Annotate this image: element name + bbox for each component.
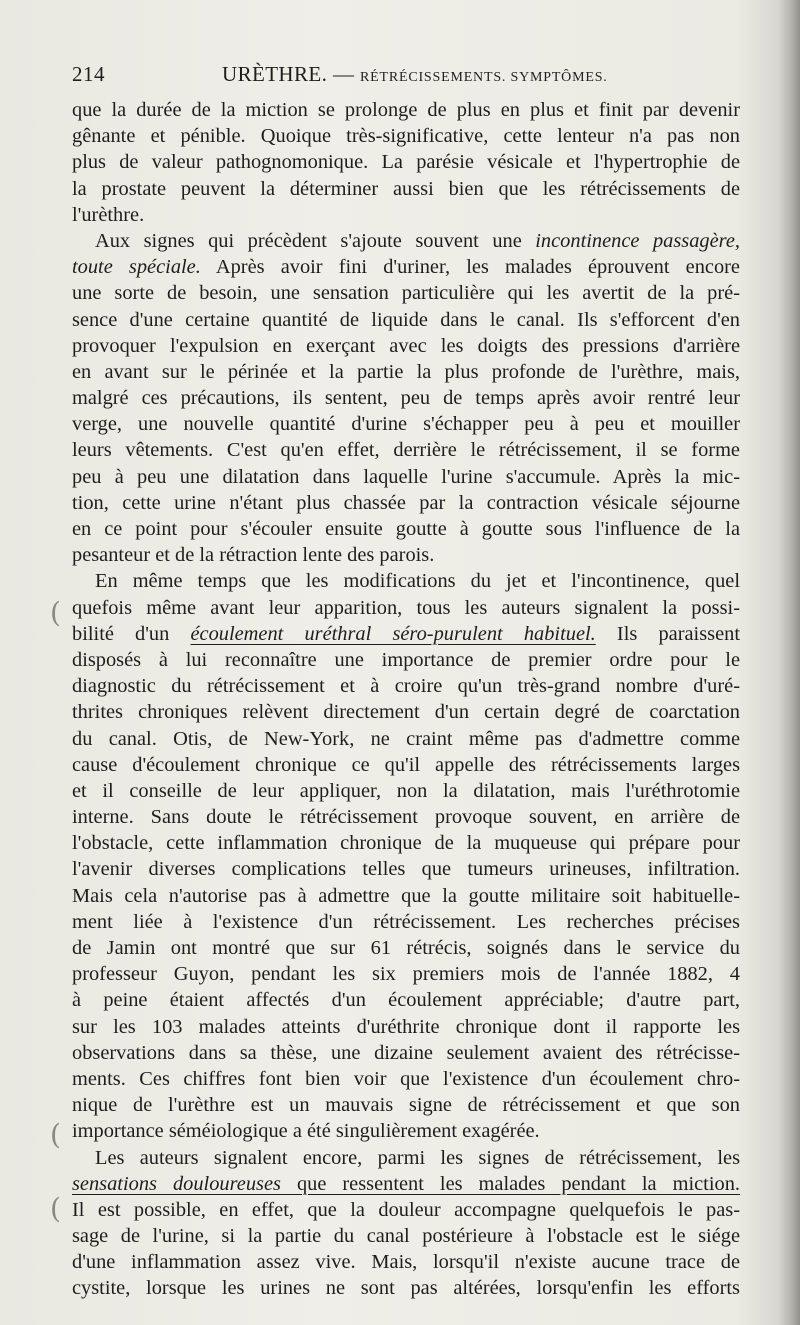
text-run: que la durée de la miction se prolonge de plus en plus et finit par devenir [72, 99, 740, 121]
text-line [72, 699, 740, 725]
text-run: provoquer l'expulsion en exerçant avec les doigts des pressions d'arrière [72, 334, 740, 357]
text-run: Ils paraissent [595, 622, 740, 645]
running-head-title: URÈTHRE. [222, 62, 328, 86]
text-run: bilité d'un [72, 622, 191, 645]
text-line [72, 961, 740, 987]
text-run: Il est possible, en effet, que la douleur accompagne quelquefois le pas- [72, 1198, 740, 1221]
text-run: quefois même avant leur apparition, tous les auteurs signalent la possi- [72, 596, 740, 619]
text-run: sence d'une certaine quantité de liquide dans le canal. Ils s'efforcent d'en [72, 308, 740, 331]
margin-pencil-mark: ( [50, 596, 61, 629]
text-line [72, 1118, 740, 1144]
text-run: interne. Sans doute le rétrécissement provoque souvent, en arrière de [72, 806, 740, 829]
text-line [72, 516, 740, 542]
text-run: une sorte de besoin, une sensation particulière qui les avertit de la pré- [72, 282, 740, 305]
running-head-dash: — [332, 62, 355, 86]
page-number: 214 [72, 62, 105, 86]
text-line [72, 621, 740, 647]
text-run: en avant sur le périnée et la partie la plus profonde de l'urèthre, mais, [72, 360, 740, 383]
text-line [72, 856, 740, 882]
text-run: thrites chroniques relèvent directement d'un certain degré de coarctation [72, 701, 740, 724]
underlined-text: que ressentent les malades pendant la miction. [280, 1172, 740, 1195]
text-run: disposés à lui reconnaître une importance de premier ordre pour le [72, 648, 740, 671]
text-run: nique de l'urèthre est un mauvais signe de rétrécissement et que son [72, 1094, 740, 1117]
page-header [72, 62, 740, 92]
text-line [72, 176, 740, 202]
text-run: du canal. Otis, de New-York, ne craint même pas d'admettre comme [72, 727, 740, 750]
text-line [72, 437, 740, 463]
text-run: cystite, lorsque les urines ne sont pas altérées, lorsqu'enfin les efforts [72, 1277, 740, 1300]
text-line [72, 1223, 740, 1249]
text-line [72, 1171, 740, 1197]
text-line [72, 307, 740, 333]
text-line [72, 97, 740, 123]
text-line [72, 830, 740, 856]
text-line [72, 1275, 740, 1301]
text-run: pesanteur et de la rétraction lente des parois. [72, 544, 435, 567]
text-line [72, 804, 740, 830]
text-line [72, 149, 740, 175]
text-line [72, 1040, 740, 1066]
text-line [72, 673, 740, 699]
text-run: en ce point pour s'écouler ensuite goutte à goutte sous l'influence de la [72, 518, 740, 540]
text-run: et il conseille de leur appliquer, non la dilatation, mais l'uréthrotomie [72, 779, 740, 802]
text-line [72, 987, 740, 1013]
text-line [72, 228, 740, 254]
text-run: plus de valeur pathognomonique. La parésie vésicale et l'hypertrophie de [72, 151, 740, 174]
text-run: verge, une nouvelle quantité d'urine s'échapper peu à peu et mouiller [72, 413, 740, 436]
margin-pencil-mark: ( [50, 1118, 61, 1151]
text-line [72, 385, 740, 411]
text-run: En même temps que les modifications du jet et l'incontinence, quel [95, 570, 740, 593]
text-line [72, 1197, 740, 1223]
text-line [72, 1066, 740, 1092]
text-line [72, 359, 740, 385]
text-line [72, 1092, 740, 1118]
text-line [72, 542, 740, 568]
text-run: ment liée à l'existence d'un rétrécissement. Les recherches précises [72, 910, 740, 933]
text-run: l'avenir diverses complications telles que tumeurs urineuses, infiltration. [72, 858, 740, 881]
text-line [72, 752, 740, 778]
text-run: diagnostic du rétrécissement et à croire qu'un très-grand nombre d'uré- [72, 675, 740, 698]
text-line [72, 909, 740, 935]
text-line [72, 411, 740, 437]
text-line [72, 280, 740, 306]
margin-pencil-mark: ( [50, 1192, 61, 1225]
text-run: leurs vêtements. C'est qu'en effet, derrière le rétrécissement, il se forme [72, 439, 740, 462]
text-run: gênante et pénible. Quoique très-significative, cette lenteur n'a pas non [72, 125, 740, 148]
text-run: Après avoir fini d'uriner, les malades éprouvent encore [200, 256, 740, 279]
text-run: l'urèthre. [72, 203, 145, 226]
text-line [72, 254, 740, 280]
text-run: l'obstacle, cette inflammation chronique de la muqueuse qui prépare pour [72, 832, 740, 855]
text-run: d'une inflammation assez vive. Mais, lorsqu'il n'existe aucune trace de [72, 1251, 740, 1274]
page-edge-shadow [778, 0, 800, 1325]
text-line [72, 464, 740, 490]
text-run: sage de l'urine, si la partie du canal postérieure à l'obstacle est le siége [72, 1225, 740, 1248]
text-run: cause d'écoulement chronique ce qu'il appelle des rétrécissements larges [72, 753, 740, 776]
text-run: importance séméiologique a été singulièrement exagérée. [72, 1120, 540, 1143]
text-line [72, 333, 740, 359]
text-line [72, 202, 740, 228]
text-run: Aux signes qui précèdent s'ajoute souvent une [95, 229, 536, 252]
italic-text: incontinence passagère, [535, 229, 740, 252]
text-line [72, 123, 740, 149]
text-line [72, 647, 740, 673]
text-run: Les auteurs signalent encore, parmi les signes de rétrécissement, les [95, 1146, 740, 1169]
text-run: ments. Ces chiffres font bien voir que l'existence d'un écoulement chro- [72, 1067, 740, 1090]
text-line [72, 1145, 740, 1171]
text-line [72, 935, 740, 961]
text-run: malgré ces précautions, ils sentent, peu de temps après avoir rentré leur [72, 387, 740, 410]
text-line [72, 568, 740, 594]
text-line [72, 1014, 740, 1040]
text-run: à peine étaient affectés d'un écoulement appréciable; d'autre part, [72, 989, 740, 1012]
text-run: peu à peu une dilatation dans laquelle l'urine s'accumule. Après la mic- [72, 465, 740, 488]
text-line [72, 778, 740, 804]
text-line [72, 490, 740, 516]
text-line [72, 883, 740, 909]
text-line [72, 595, 740, 621]
running-head [222, 62, 608, 87]
text-run: Mais cela n'autorise pas à admettre que la goutte militaire soit habituelle- [72, 884, 740, 907]
underlined-text: sensations douloureuses [72, 1172, 281, 1195]
text-run: de Jamin ont montré que sur 61 rétrécis, soignés dans le service du [72, 937, 740, 959]
text-run: observations dans sa thèse, une dizaine seulement avaient des rétrécisse- [72, 1041, 740, 1064]
text-line [72, 726, 740, 752]
text-line [72, 1249, 740, 1275]
italic-text: toute spéciale. [72, 256, 201, 279]
running-head-section: RÉTRÉCISSEMENTS. SYMPTÔMES. [360, 70, 608, 85]
text-run: professeur Guyon, pendant les six premiers mois de l'année 1882, 4 [72, 963, 740, 986]
underlined-text: écoulement uréthral séro-purulent habituel. [190, 622, 596, 645]
text-run: la prostate peuvent la déterminer aussi bien que les rétrécissements de [72, 177, 740, 200]
text-run: tion, cette urine n'étant plus chassée par la contraction vésicale séjourne [72, 491, 740, 514]
body-text [72, 97, 740, 1302]
text-run: sur les 103 malades atteints d'uréthrite chronique dont il rapporte les [72, 1015, 740, 1038]
